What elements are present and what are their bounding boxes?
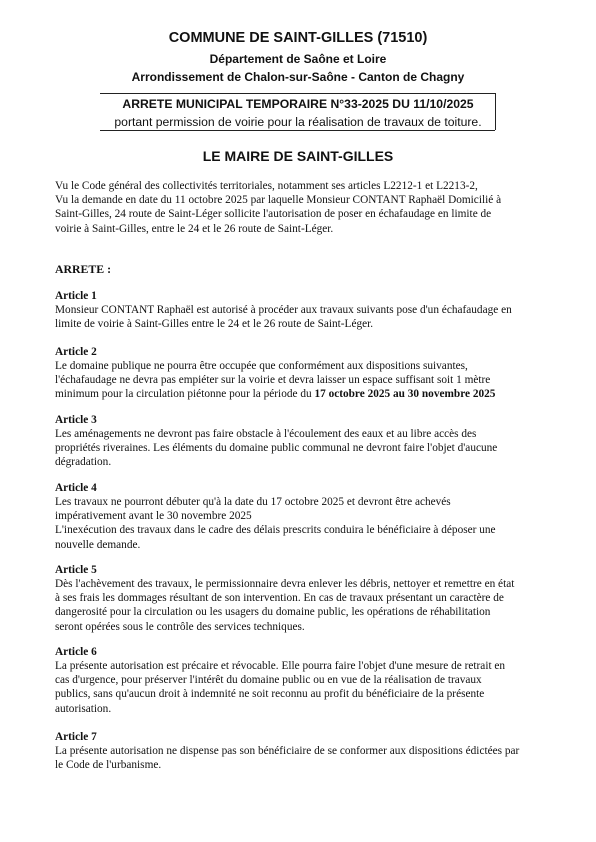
article-line: Les travaux ne pourront débuter qu'à la date du 17 octobre 2025 et devront être achevés bbox=[55, 496, 451, 508]
article-line: La présente autorisation est précaire et révocable. Elle pourra faire l'objet d'une mesure de retrait en bbox=[55, 660, 506, 672]
article-line: l'échafaudage ne devra pas empiéter sur la voirie et devra laisser un espace suffisant soit 1 mètre bbox=[55, 374, 491, 387]
maire-heading: LE MAIRE DE SAINT-GILLES bbox=[202, 148, 394, 164]
article-3 bbox=[55, 413, 549, 470]
article-line: La présente autorisation ne dispense pas son bénéficiaire de se conformer aux dispositions édictées par bbox=[55, 745, 520, 757]
article-heading: Article 6 bbox=[55, 646, 97, 658]
article-body bbox=[55, 577, 549, 634]
arrondissement-line: Arrondissement de Chalon-sur-Saône - Canton de Chagny bbox=[131, 70, 465, 84]
visa-line: voirie à Saint-Gilles, entre le 24 et le 26 route de Saint-Léger. bbox=[55, 222, 334, 235]
article-1 bbox=[55, 289, 549, 331]
article-7 bbox=[55, 730, 549, 772]
article-heading: Article 3 bbox=[55, 414, 97, 426]
article-line: le Code de l'urbanisme. bbox=[55, 759, 162, 772]
article-line: Monsieur CONTANT Raphaël est autorisé à procéder aux travaux suivants pose d'un échafaudage en bbox=[55, 304, 512, 316]
article-line: dégradation. bbox=[55, 456, 112, 469]
article-body bbox=[55, 359, 549, 402]
title-box-top-rule bbox=[100, 93, 495, 94]
arrete-heading: ARRETE : bbox=[55, 262, 112, 276]
article-line: propriétés riveraines. Les éléments du domaine public communal ne devront faire l'objet d'aucune bbox=[55, 442, 498, 455]
article-body bbox=[55, 744, 549, 772]
article-line: Dès l'achèvement des travaux, le permissionnaire devra enlever les débris, nettoyer et remettre en état bbox=[55, 578, 515, 590]
period-start-date: 17 octobre 2025 bbox=[314, 388, 391, 401]
article-heading: Article 5 bbox=[55, 564, 97, 576]
article-4 bbox=[55, 481, 549, 552]
article-heading: Article 2 bbox=[55, 346, 97, 358]
title-box-bottom-rule bbox=[100, 130, 495, 131]
article-line: L'inexécution des travaux dans le cadre des délais prescrits conduira le bénéficiaire à déposer une bbox=[55, 524, 496, 537]
article-heading: Article 7 bbox=[55, 731, 97, 743]
commune-title: COMMUNE DE SAINT-GILLES (71510) bbox=[168, 30, 428, 46]
article-line: cas d'urgence, pour préserver l'intérêt du domaine public ou en vue de la réalisation de travaux bbox=[55, 674, 482, 687]
article-heading: Article 1 bbox=[55, 290, 97, 302]
article-5 bbox=[55, 563, 549, 634]
period-connector: au bbox=[390, 388, 408, 401]
visa-line: Vu la demande en date du 11 octobre 2025 par laquelle Monsieur CONTANT Raphaël Domicilié à bbox=[55, 194, 502, 207]
article-body bbox=[55, 495, 549, 552]
article-line: Le domaine publique ne pourra être occupée que conformément aux dispositions suivantes, bbox=[55, 360, 468, 372]
article-heading: Article 4 bbox=[55, 482, 97, 494]
period-prefix: minimum pour la circulation piétonne pour la période du bbox=[55, 388, 315, 401]
article-line: autorisation. bbox=[55, 702, 112, 715]
article-6 bbox=[55, 645, 549, 716]
article-line: limite de voirie à Saint-Gilles entre le 24 et le 26 route de Saint-Léger. bbox=[55, 318, 374, 331]
arrete-title: ARRETE MUNICIPAL TEMPORAIRE N°33-2025 DU 11/10/2025 bbox=[122, 97, 474, 111]
visa-line: Vu le Code général des collectivités territoriales, notamment ses articles L2212-1 et L2213-2, bbox=[55, 180, 478, 192]
article-line: nouvelle demande. bbox=[55, 538, 141, 551]
visa-paragraph bbox=[55, 179, 549, 236]
article-body bbox=[55, 659, 549, 716]
article-line: seront opérées sous le contrôle des services techniques. bbox=[55, 620, 305, 633]
departement-line: Département de Saône et Loire bbox=[209, 52, 387, 66]
article-line: Les aménagements ne devront pas faire obstacle à l'écoulement des eaux et au libre accès des bbox=[55, 428, 477, 440]
arrete-subtitle: portant permission de voirie pour la réalisation de travaux de toiture. bbox=[114, 115, 482, 129]
visa-line: Saint-Gilles, 24 route de Saint-Léger sollicite l'autorisation de poser en échafaudage en limite de bbox=[55, 208, 492, 221]
article-line: dangerosité pour la circulation ou les usagers du domaine public, les opérations de réhabilitation bbox=[55, 606, 491, 619]
article-line: impérativement avant le 30 novembre 2025 bbox=[55, 510, 252, 523]
article-line: à ses frais les dommages résultant de son intervention. En cas de travaux présentant un caractère de bbox=[55, 592, 504, 605]
article-body bbox=[55, 427, 549, 470]
article-2 bbox=[55, 345, 549, 402]
article-line bbox=[55, 387, 549, 401]
article-body bbox=[55, 303, 549, 331]
article-line: publics, sans qu'aucun droit à indemnité ne soit reconnu au profit du bénéficiaire de la présente bbox=[55, 688, 485, 701]
period-end-date: 30 novembre 2025 bbox=[407, 388, 496, 401]
